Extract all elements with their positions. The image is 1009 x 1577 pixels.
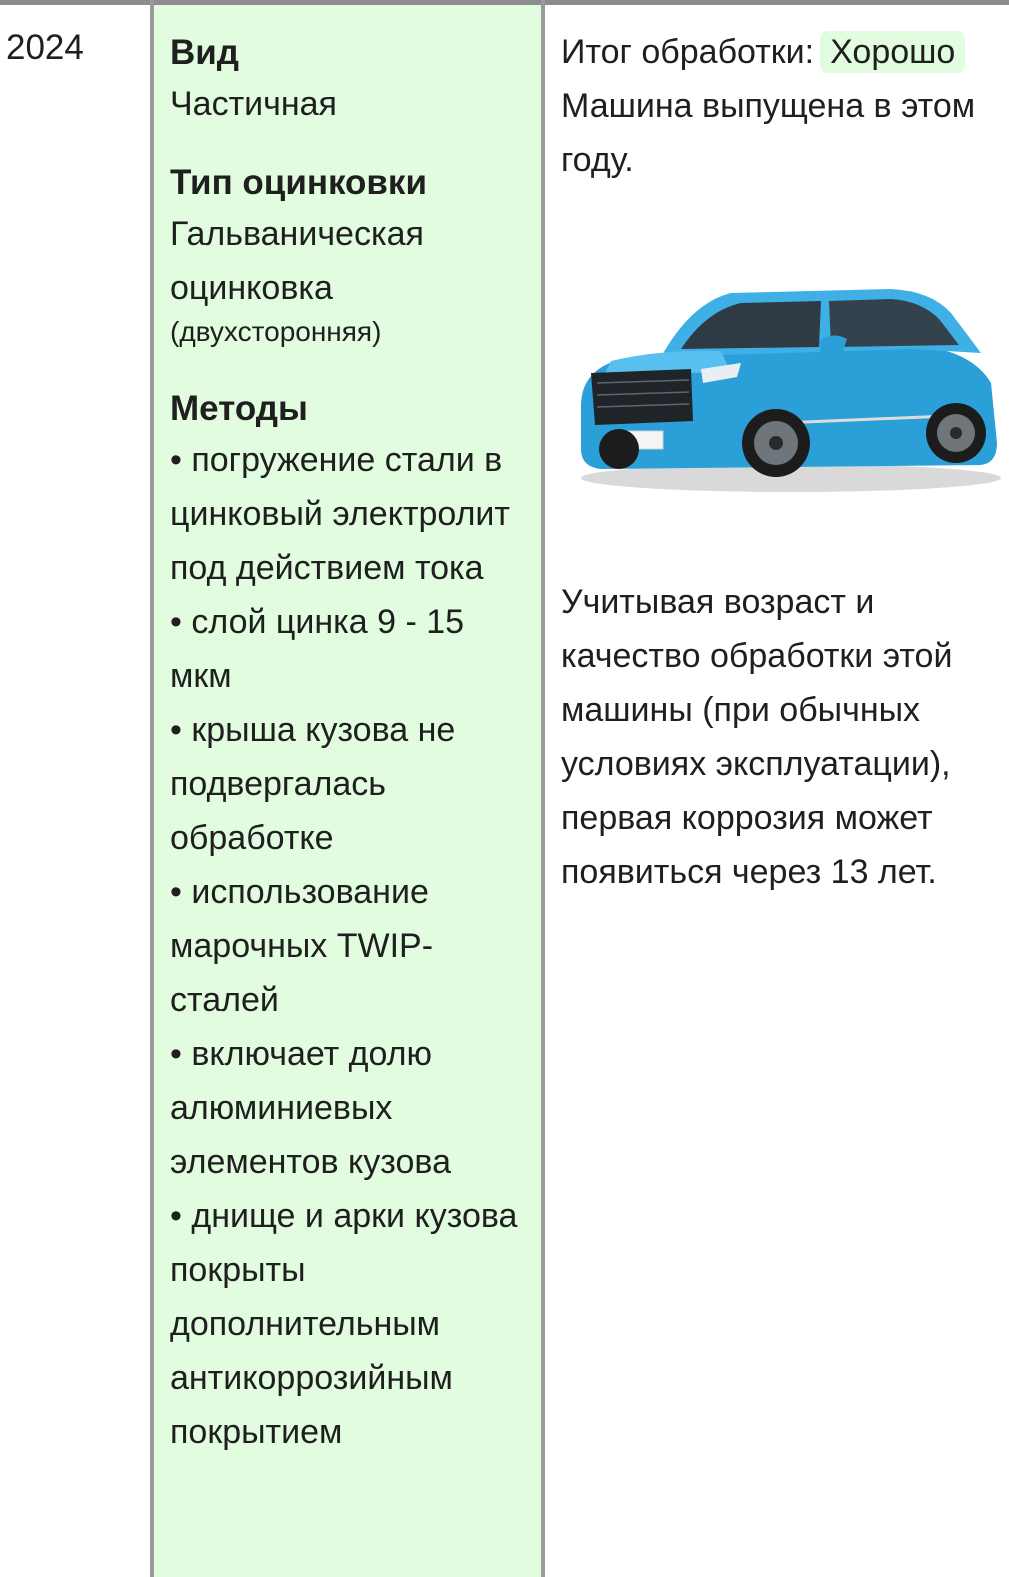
method-item: • погружение стали в цинковый электролит под действием тока bbox=[170, 441, 510, 587]
car-image bbox=[571, 253, 1003, 533]
treatment-details-cell bbox=[154, 5, 541, 1577]
rating-badge: Хорошо bbox=[820, 31, 965, 73]
result-note: Машина выпущена в этом году. bbox=[561, 87, 976, 179]
year-cell: 2024 bbox=[6, 28, 84, 67]
corrosion-forecast: Учитывая возраст и качество обработки этой машины (при обычных условиях эксплуатации), первая коррозия может появиться через 13 лет. bbox=[561, 583, 953, 891]
result-label: Итог обработки: bbox=[561, 33, 815, 71]
zinc-heading: Тип оцинковки bbox=[170, 163, 427, 202]
type-heading: Вид bbox=[170, 33, 240, 72]
methods-list bbox=[170, 433, 525, 1459]
method-item: • слой цинка 9 - 15 мкм bbox=[170, 603, 465, 695]
zinc-note: (двухсторонняя) bbox=[170, 316, 382, 347]
result-summary bbox=[561, 25, 993, 79]
method-item: • включает долю алюминиевых элементов кузова bbox=[170, 1035, 451, 1181]
method-item: • использование марочных TWIP-сталей bbox=[170, 873, 434, 1019]
result-cell bbox=[545, 5, 1009, 1577]
method-item: • днище и арки кузова покрыты дополнительным антикоррозийным покрытием bbox=[170, 1197, 518, 1451]
type-value: Частичная bbox=[170, 85, 337, 123]
zinc-value: Гальваническая оцинковка bbox=[170, 215, 424, 307]
method-item: • крыша кузова не подвергалась обработке bbox=[170, 711, 456, 857]
methods-heading: Методы bbox=[170, 389, 308, 428]
